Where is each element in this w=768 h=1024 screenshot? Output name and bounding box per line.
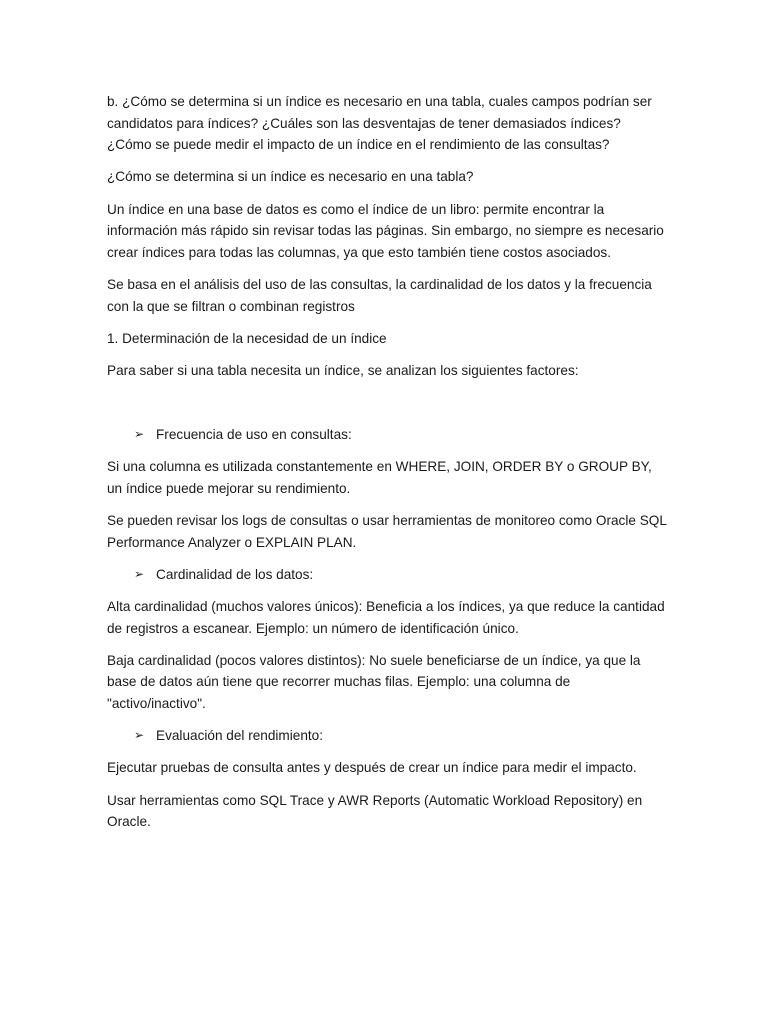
bullet-label: Cardinalidad de los datos:	[156, 566, 314, 582]
body-paragraph: Usar herramientas como SQL Trace y AWR Reports (Automatic Workload Repository) en Oracle.	[107, 792, 643, 830]
bullet-item	[107, 564, 667, 586]
bullet-item	[107, 424, 667, 446]
arrow-bullet-icon: ➢	[134, 566, 145, 581]
bullet-item	[107, 725, 667, 747]
body-paragraph: Se pueden revisar los logs de consultas o usar herramientas de monitoreo como Oracle SQL Performance Analyzer o EXPLAIN PLAN.	[107, 513, 667, 550]
bullet-label: Evaluación del rendimiento:	[156, 728, 324, 744]
arrow-bullet-icon: ➢	[134, 728, 145, 743]
subquestion-paragraph: ¿Cómo se determina si un índice es necesario en una tabla?	[107, 169, 474, 185]
question-paragraph: b. ¿Cómo se determina si un índice es necesario en una tabla, cuales campos podrían ser candidatos para índices? ¿Cuáles son las desventajas de tener demasiados índices? ¿Cómo se puede medir el impacto de un índice en el rendimiento de las consultas?	[107, 94, 652, 153]
body-paragraph: Baja cardinalidad (pocos valores distintos): No suele beneficiarse de un índice, ya que la base de datos aún tiene que recorrer muchas filas. Ejemplo: una columna de "activo/inactivo".	[107, 652, 641, 711]
body-paragraph: Alta cardinalidad (muchos valores únicos): Beneficia a los índices, ya que reduce la cantidad de registros a escanear. Ejemplo: un número de identificación único.	[107, 599, 665, 636]
document-body	[107, 91, 667, 843]
body-paragraph: Ejecutar pruebas de consulta antes y después de crear un índice para medir el impacto.	[107, 760, 637, 776]
section-heading: 1. Determinación de la necesidad de un índice	[107, 330, 387, 346]
factors-intro-paragraph: Para saber si una tabla necesita un índice, se analizan los siguientes factores:	[107, 362, 579, 378]
blank-line	[107, 392, 667, 424]
body-paragraph: Si una columna es utilizada constantemente en WHERE, JOIN, ORDER BY o GROUP BY, un índice puede mejorar su rendimiento.	[107, 459, 652, 496]
intro-paragraph: Un índice en una base de datos es como el índice de un libro: permite encontrar la información más rápido sin revisar todas las páginas. Sin embargo, no siempre es necesario crear índices para todas las columnas, ya que esto también tiene costos asociados.	[107, 201, 664, 260]
basis-paragraph: Se basa en el análisis del uso de las consultas, la cardinalidad de los datos y la frecuencia con la que se filtran o combinan registros	[107, 276, 652, 314]
arrow-bullet-icon: ➢	[134, 427, 145, 442]
bullet-label: Frecuencia de uso en consultas:	[156, 427, 352, 443]
